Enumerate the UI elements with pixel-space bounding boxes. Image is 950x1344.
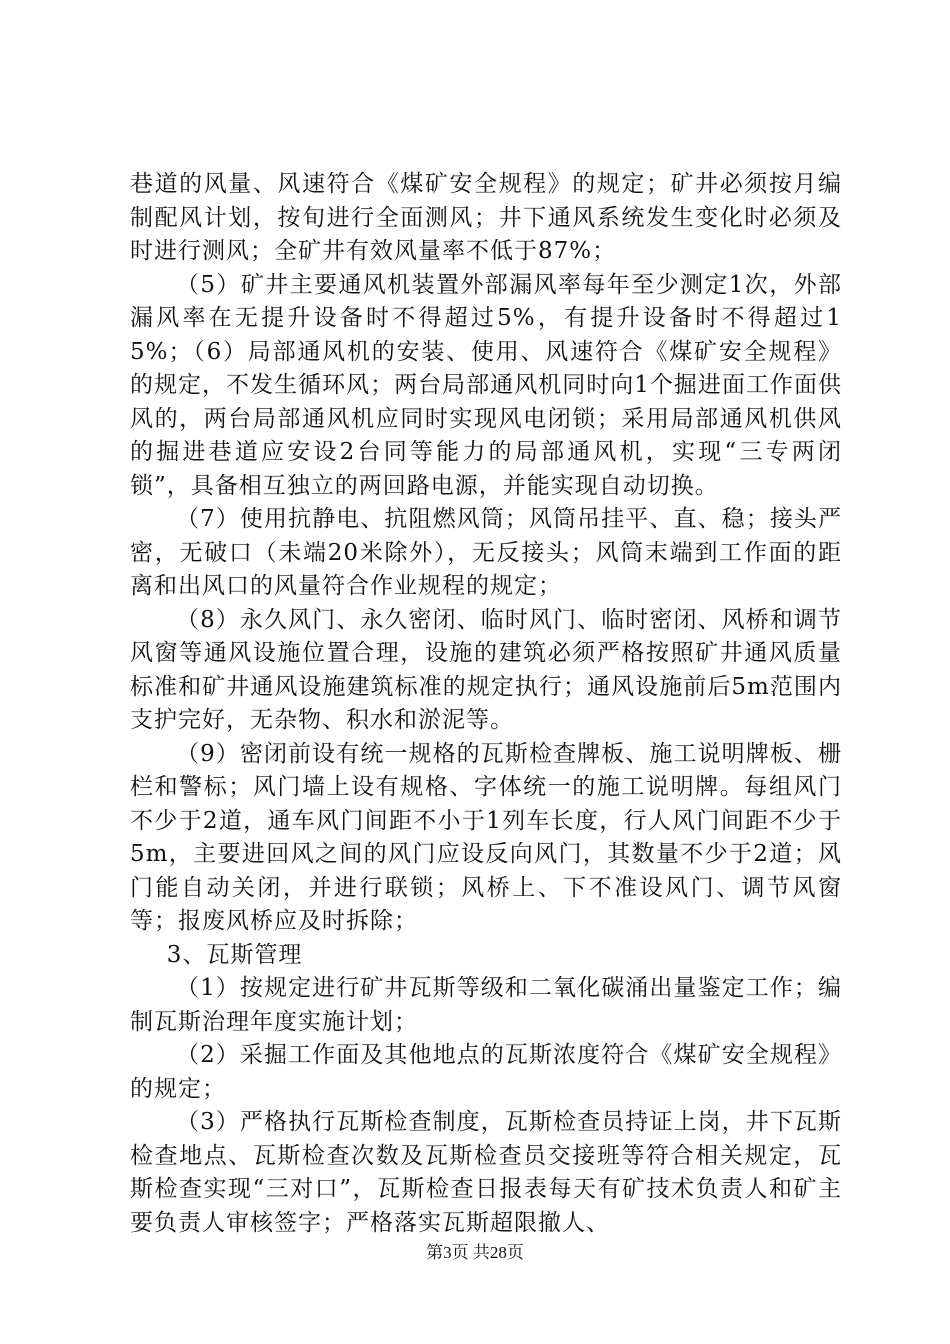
paragraph-item-8: （8）永久风门、永久密闭、临时风门、临时密闭、风桥和调节风窗等通风设施位置合理，设施的建筑必须严格按照矿井通风质量标准和矿井通风设施建筑标准的规定执行；通风设施前后5m范围内支护完好，无杂物、积水和淤泥等。 bbox=[130, 606, 842, 733]
paragraph-gas-item-1: （1）按规定进行矿井瓦斯等级和二氧化碳涌出量鉴定工作；编制瓦斯治理年度实施计划； bbox=[130, 975, 842, 1035]
section-heading-gas-management: 3、瓦斯管理 bbox=[166, 941, 303, 968]
document-body bbox=[130, 168, 842, 1240]
paragraph-item-7: （7）使用抗静电、抗阻燃风筒；风筒吊挂平、直、稳；接头严密，无破口（未端20米除外），无反接头；风筒末端到工作面的距离和出风口的风量符合作业规程的规定； bbox=[130, 506, 842, 599]
paragraph-gas-item-2: （2）采掘工作面及其他地点的瓦斯浓度符合《煤矿安全规程》的规定； bbox=[130, 1042, 842, 1102]
paragraph-item-9: （9）密闭前设有统一规格的瓦斯检查牌板、施工说明牌板、栅栏和警标；风门墙上设有规格、字体统一的施工说明牌。每组风门不少于2道，通车风门间距不小于1列车长度，行人风门间距不少于5m，主要进回风之间的风门应设反向风门，其数量不少于2道；风门能自动关闭，并进行联锁；风桥上、下不准设风门、调节风窗等；报废风桥应及时拆除； bbox=[130, 740, 842, 934]
paragraph-gas-item-3: （3）严格执行瓦斯检查制度，瓦斯检查员持证上岗，井下瓦斯检查地点、瓦斯检查次数及瓦斯检查员交接班等符合相关规定，瓦斯检查实现“三对口”，瓦斯检查日报表每天有矿技术负责人和矿主要负责人审核签字；严格落实瓦斯超限撤人、 bbox=[130, 1109, 842, 1236]
paragraph-ventilation-measurement: 巷道的风量、风速符合《煤矿安全规程》的规定；矿井必须按月编制配风计划，按旬进行全面测风；井下通风系统发生变化时必须及时进行测风；全矿井有效风量率不低于87%； bbox=[130, 171, 842, 264]
page-number-footer: 第3页 共28页 bbox=[426, 1243, 524, 1262]
paragraph-item-5-6: （5）矿井主要通风机装置外部漏风率每年至少测定1次，外部漏风率在无提升设备时不得超过5%，有提升设备时不得超过15%；（6）局部通风机的安装、使用、风速符合《煤矿安全规程》的规定，不发生循环风；两台局部通风机同时向1个掘进面工作面供风的，两台局部通风机应同时实现风电闭锁；采用局部通风机供风的掘进巷道应安设2台同等能力的局部通风机，实现“三专两闭锁”，具备相互独立的两回路电源，并能实现自动切换。 bbox=[130, 271, 842, 499]
